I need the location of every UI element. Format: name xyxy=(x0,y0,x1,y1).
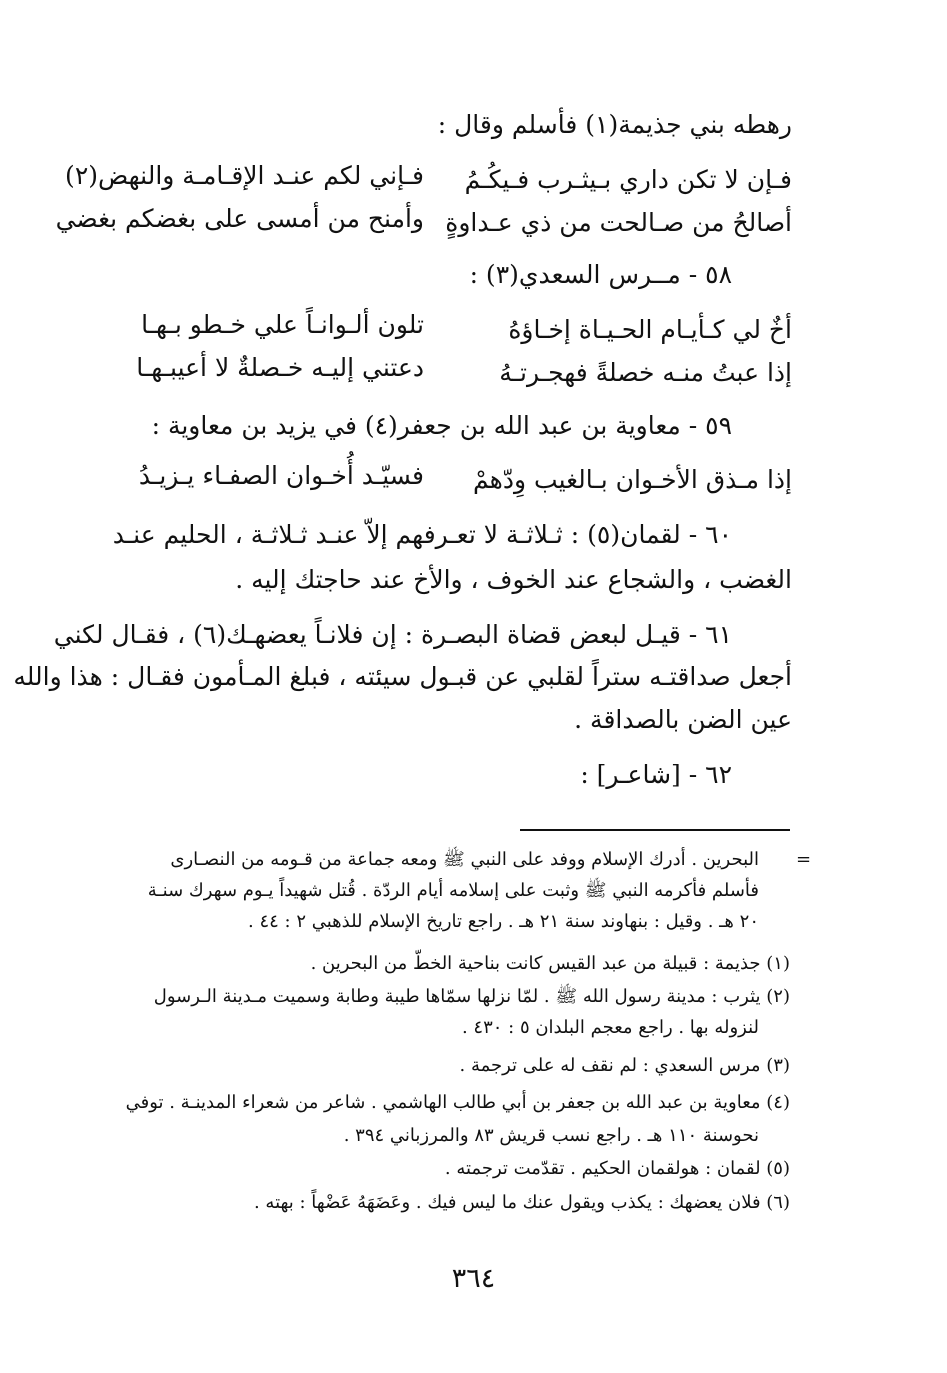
entry-60-line2: الغضب ، والشجاع عند الخوف ، والأخ عند حاجتك إليه . xyxy=(235,565,792,594)
footnote-4-line1: (٤) معاوية بن عبد الله بن جعفر بن أبي طالب الهاشمي . شاعر من شعراء المدينـة . توفي xyxy=(125,1092,790,1113)
footnote-2-line2: لنزوله بها . راجع معجم البلدان ٥ : ٤٣٠ . xyxy=(461,1017,759,1038)
entry-58-heading: ٥٨ - مــرس السعدي(٣) : xyxy=(469,260,732,289)
poem3-verse1-left: فسيّـد أُخـوان الصفـاء يـزيـدُ xyxy=(138,461,424,490)
footnote-continuation-mark: = xyxy=(796,849,812,870)
entry-59-heading: ٥٩ - معاوية بن عبد الله بن جعفر(٤) في يزيد بن معاوية : xyxy=(151,411,732,440)
footnote-5: (٥) لقمان : هولقمان الحكيم . تقدّمت ترجمته . xyxy=(444,1158,790,1179)
poem3-verse1-right: إذا مـذق الأخـوان بـالغيب وِدّهمْ xyxy=(473,465,792,494)
poem1-verse2-left: وأمنح من أمسى على بغضكم بغضي xyxy=(55,204,424,233)
poem1-verse1-right: فـإن لا تكن داري بـيثـرب فـيكُـمُ xyxy=(464,165,792,194)
entry-61-line1: ٦١ - قيـل لبعض قضاة البصـرة : إن فلانـاً يعضهـك(٦) ، فقـال لكني xyxy=(53,620,732,649)
poem2-verse1-right: أخٌ لي كـأيـام الحـيـاة إخـاؤهُ xyxy=(508,315,792,344)
footnote-continued-line3: ٢٠ هـ . وقيل : بنهاوند سنة ٢١ هـ . راجع تاريخ الإسلام للذهبي ٢ : ٤٤ . xyxy=(248,911,759,932)
entry-62-heading: ٦٢ - [شاعـر] : xyxy=(580,760,732,789)
footnote-3: (٣) مرس السعدي : لم نقف له على ترجمة . xyxy=(459,1055,790,1076)
intro-line: رهطه بني جذيمة(١) فأسلم وقال : xyxy=(437,110,792,139)
footnote-1: (١) جذيمة : قبيلة من عبد القيس كانت بناحية الخطّ من البحرين . xyxy=(310,953,790,974)
poem2-verse2-right: إذا عبتُ منـه خصلةً فهجـرتـهُ xyxy=(499,358,792,387)
poem1-verse1-left: فـإني لكم عنـد الإقـامـة والنهض(٢) xyxy=(65,161,424,190)
footnote-separator xyxy=(520,829,790,831)
footnote-continued-line1: البحرين . أدرك الإسلام ووفد على النبي ﷺ ومعه جماعة من قـومه من النصـارى xyxy=(170,849,759,870)
page-number: ٣٦٤ xyxy=(451,1263,496,1294)
poem2-verse1-left: تلون ألـوانـاً علي خـطو بـهـا xyxy=(141,310,424,339)
entry-60-line1: ٦٠ - لقمان(٥) : ثـلاثـة لا تعـرفهم إلاّ عنـد ثـلاثـة ، الحليم عنـد xyxy=(112,520,732,549)
poem2-verse2-left: دعتني إليـه خـصلةٌ لا أعيبـهـا xyxy=(136,353,424,382)
poem1-verse2-right: أصالحُ من صـالحت من ذي عـداوةٍ xyxy=(445,208,792,237)
entry-61-line3: عين الضن بالصداقة . xyxy=(574,705,792,734)
entry-61-line2: أجعل صداقتـه ستراً لقلبي عن قبـول سيئته ، فبلغ المـأمون فقـال : هذا والله xyxy=(13,662,792,691)
footnote-2-line1: (٢) يثرب : مدينة رسول الله ﷺ . لمّا نزلها سمّاها طيبة وطابة وسميت مـدينة الـرسول xyxy=(153,986,790,1007)
footnote-continued-line2: فأسلم فأكرمه النبي ﷺ وثبت على إسلامه أيام الردّة . قُتل شهيداً يـوم سهرك سنـة xyxy=(147,880,759,901)
footnote-4-line2: نحوسنة ١١٠ هـ . راجع نسب قريش ٨٣ والمرزباني ٣٩٤ . xyxy=(343,1125,759,1146)
footnote-6: (٦) فلان يعضهك : يكذب ويقول عنك ما ليس فيك . وعَضَهَهُ عَضْهاً : بهته . xyxy=(253,1192,790,1213)
